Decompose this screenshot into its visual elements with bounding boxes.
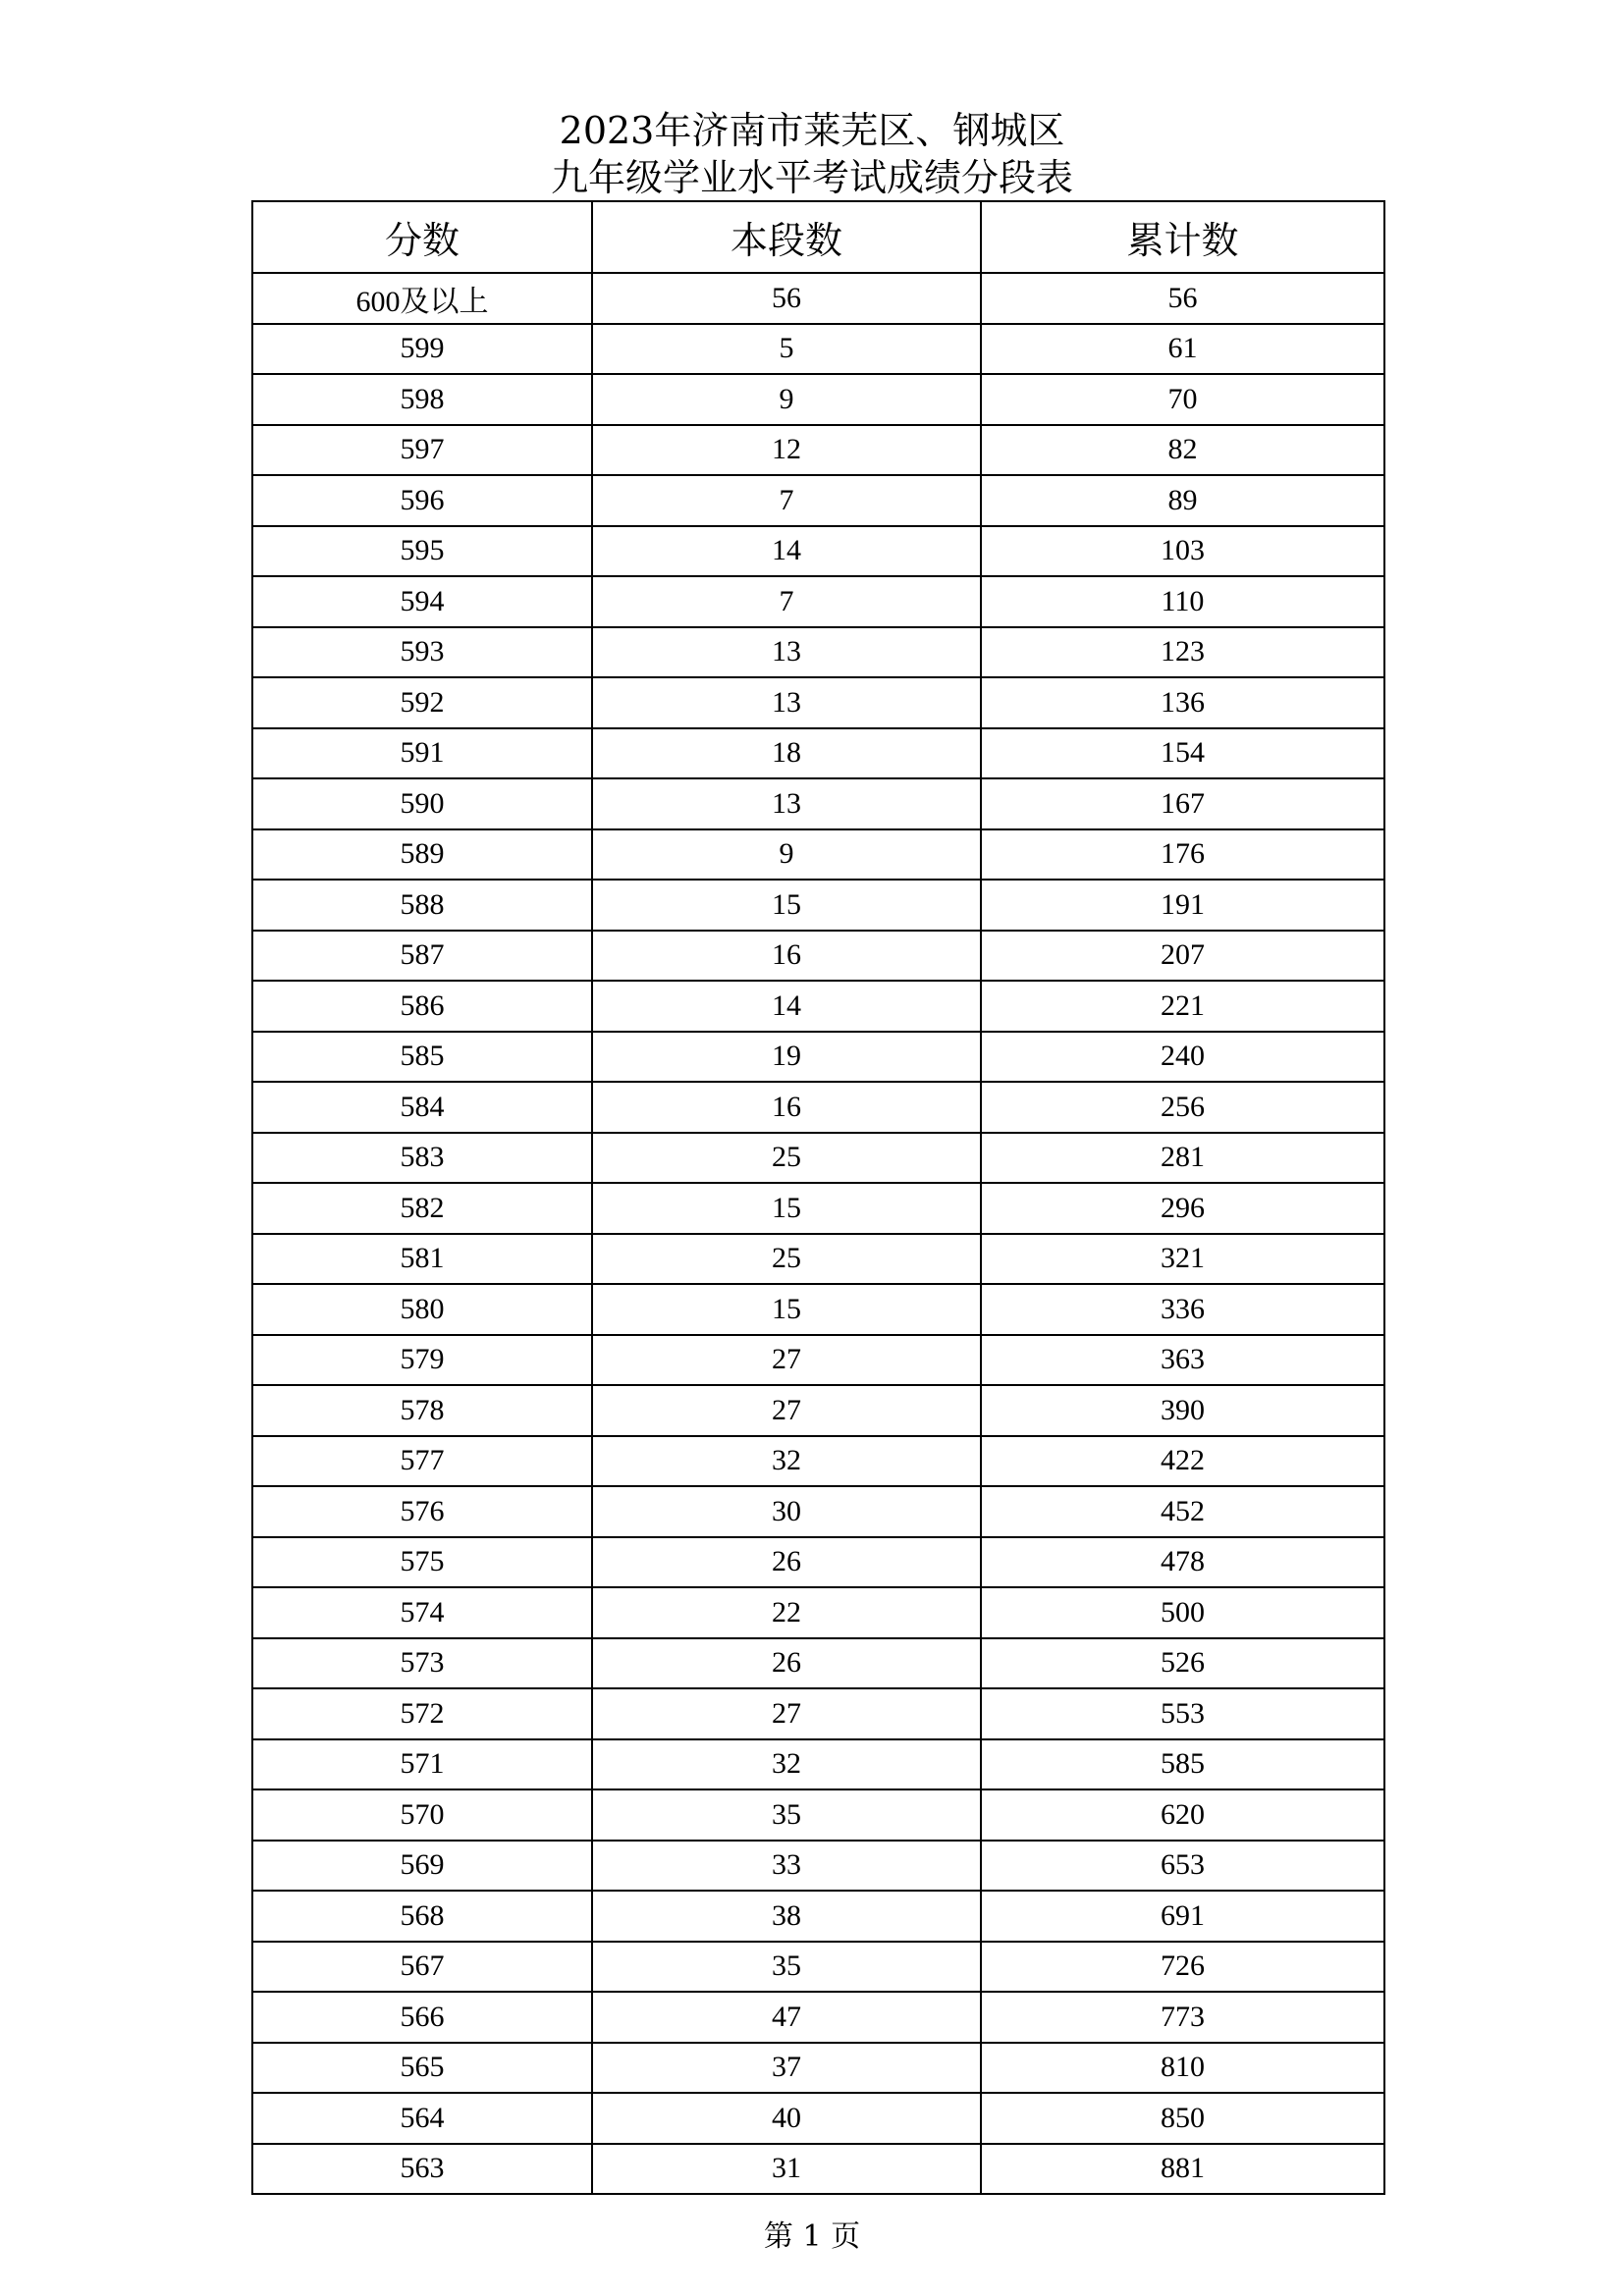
- table-row: [252, 1436, 1384, 1487]
- segment-count-cell: 5: [592, 324, 981, 375]
- segment-count-cell: 9: [592, 374, 981, 425]
- column-header-cumulative-count: 累计数: [981, 201, 1384, 273]
- segment-count-cell: 27: [592, 1385, 981, 1436]
- table-row: [252, 1234, 1384, 1285]
- segment-count-cell: 14: [592, 981, 981, 1032]
- segment-count-cell: 9: [592, 829, 981, 881]
- score-cell: 574: [252, 1587, 592, 1638]
- segment-count-cell: 40: [592, 2093, 981, 2144]
- score-cell: 575: [252, 1537, 592, 1588]
- column-header-segment-count: 本段数: [592, 201, 981, 273]
- table-row: [252, 2093, 1384, 2144]
- score-cell: 584: [252, 1082, 592, 1133]
- table-row: [252, 1688, 1384, 1739]
- segment-count-cell: 26: [592, 1537, 981, 1588]
- segment-count-cell: 27: [592, 1335, 981, 1386]
- segment-count-cell: 22: [592, 1587, 981, 1638]
- table-row: [252, 1891, 1384, 1942]
- cumulative-count-cell: 500: [981, 1587, 1384, 1638]
- segment-count-cell: 31: [592, 2144, 981, 2195]
- cumulative-count-cell: 321: [981, 1234, 1384, 1285]
- segment-count-cell: 37: [592, 2043, 981, 2094]
- table-row: [252, 324, 1384, 375]
- score-cell: 589: [252, 829, 592, 881]
- score-cell: 590: [252, 778, 592, 829]
- cumulative-count-cell: 110: [981, 576, 1384, 627]
- score-cell: 587: [252, 931, 592, 982]
- table-row: [252, 526, 1384, 577]
- cumulative-count-cell: 89: [981, 475, 1384, 526]
- score-cell: 595: [252, 526, 592, 577]
- segment-count-cell: 7: [592, 576, 981, 627]
- score-cell: 580: [252, 1284, 592, 1335]
- segment-count-cell: 7: [592, 475, 981, 526]
- cumulative-count-cell: 123: [981, 627, 1384, 678]
- table-row: [252, 627, 1384, 678]
- cumulative-count-cell: 336: [981, 1284, 1384, 1335]
- segment-count-cell: 27: [592, 1688, 981, 1739]
- table-header-row: [252, 201, 1384, 273]
- score-cell: 599: [252, 324, 592, 375]
- score-cell: 577: [252, 1436, 592, 1487]
- segment-count-cell: 56: [592, 273, 981, 324]
- segment-count-cell: 13: [592, 778, 981, 829]
- segment-count-cell: 13: [592, 677, 981, 728]
- table-row: [252, 1992, 1384, 2043]
- cumulative-count-cell: 691: [981, 1891, 1384, 1942]
- segment-count-cell: 13: [592, 627, 981, 678]
- score-cell: 568: [252, 1891, 592, 1942]
- cumulative-count-cell: 773: [981, 1992, 1384, 2043]
- table-row: [252, 2043, 1384, 2094]
- cumulative-count-cell: 422: [981, 1436, 1384, 1487]
- table-row: [252, 677, 1384, 728]
- cumulative-count-cell: 103: [981, 526, 1384, 577]
- cumulative-count-cell: 452: [981, 1486, 1384, 1537]
- score-cell: 588: [252, 880, 592, 931]
- cumulative-count-cell: 70: [981, 374, 1384, 425]
- segment-count-cell: 35: [592, 1942, 981, 1993]
- cumulative-count-cell: 526: [981, 1638, 1384, 1689]
- table-row: [252, 1133, 1384, 1184]
- table-row: [252, 880, 1384, 931]
- segment-count-cell: 38: [592, 1891, 981, 1942]
- segment-count-cell: 12: [592, 425, 981, 476]
- cumulative-count-cell: 154: [981, 728, 1384, 779]
- table-row: [252, 1335, 1384, 1386]
- segment-count-cell: 25: [592, 1234, 981, 1285]
- cumulative-count-cell: 850: [981, 2093, 1384, 2144]
- score-cell: 576: [252, 1486, 592, 1537]
- cumulative-count-cell: 553: [981, 1688, 1384, 1739]
- cumulative-count-cell: 620: [981, 1789, 1384, 1841]
- score-cell: 594: [252, 576, 592, 627]
- document-title-line-1: 2023年济南市莱芜区、钢城区: [559, 109, 1065, 152]
- cumulative-count-cell: 363: [981, 1335, 1384, 1386]
- score-cell: 596: [252, 475, 592, 526]
- score-cell: 597: [252, 425, 592, 476]
- table-row: [252, 1841, 1384, 1892]
- cumulative-count-cell: 82: [981, 425, 1384, 476]
- table-row: [252, 425, 1384, 476]
- cumulative-count-cell: 478: [981, 1537, 1384, 1588]
- table-row: [252, 1739, 1384, 1790]
- score-cell: 582: [252, 1183, 592, 1234]
- segment-count-cell: 47: [592, 1992, 981, 2043]
- cumulative-count-cell: 585: [981, 1739, 1384, 1790]
- segment-count-cell: 25: [592, 1133, 981, 1184]
- segment-count-cell: 30: [592, 1486, 981, 1537]
- segment-count-cell: 18: [592, 728, 981, 779]
- segment-count-cell: 14: [592, 526, 981, 577]
- segment-count-cell: 15: [592, 1183, 981, 1234]
- page-number: 第 1 页: [763, 2219, 861, 2254]
- segment-count-cell: 16: [592, 931, 981, 982]
- cumulative-count-cell: 136: [981, 677, 1384, 728]
- table-row: [252, 475, 1384, 526]
- score-cell: 592: [252, 677, 592, 728]
- score-cell: 583: [252, 1133, 592, 1184]
- table-row: [252, 981, 1384, 1032]
- table-row: [252, 1587, 1384, 1638]
- score-cell: 593: [252, 627, 592, 678]
- score-cell: 567: [252, 1942, 592, 1993]
- score-cell: 571: [252, 1739, 592, 1790]
- score-distribution-table: [251, 200, 1385, 2195]
- score-cell: 598: [252, 374, 592, 425]
- column-header-score: 分数: [252, 201, 592, 273]
- table-row: [252, 1082, 1384, 1133]
- score-cell: 569: [252, 1841, 592, 1892]
- cumulative-count-cell: 56: [981, 273, 1384, 324]
- cumulative-count-cell: 726: [981, 1942, 1384, 1993]
- score-cell: 565: [252, 2043, 592, 2094]
- segment-count-cell: 26: [592, 1638, 981, 1689]
- segment-count-cell: 19: [592, 1032, 981, 1083]
- score-cell: 564: [252, 2093, 592, 2144]
- cumulative-count-cell: 167: [981, 778, 1384, 829]
- table-row: [252, 829, 1384, 881]
- table-row: [252, 1486, 1384, 1537]
- table-row: [252, 1032, 1384, 1083]
- score-cell: 570: [252, 1789, 592, 1841]
- score-cell: 581: [252, 1234, 592, 1285]
- table-row: [252, 1537, 1384, 1588]
- score-cell: 573: [252, 1638, 592, 1689]
- score-cell: 586: [252, 981, 592, 1032]
- table-row: [252, 1942, 1384, 1993]
- segment-count-cell: 15: [592, 1284, 981, 1335]
- cumulative-count-cell: 61: [981, 324, 1384, 375]
- score-cell: 566: [252, 1992, 592, 2043]
- score-cell: 585: [252, 1032, 592, 1083]
- cumulative-count-cell: 653: [981, 1841, 1384, 1892]
- cumulative-count-cell: 191: [981, 880, 1384, 931]
- segment-count-cell: 16: [592, 1082, 981, 1133]
- table-row: [252, 1638, 1384, 1689]
- table-row: [252, 728, 1384, 779]
- segment-count-cell: 32: [592, 1739, 981, 1790]
- cumulative-count-cell: 176: [981, 829, 1384, 881]
- table-row: [252, 374, 1384, 425]
- table-row: [252, 1789, 1384, 1841]
- table-row: [252, 273, 1384, 324]
- score-cell: 579: [252, 1335, 592, 1386]
- table-row: [252, 1183, 1384, 1234]
- table-row: [252, 576, 1384, 627]
- cumulative-count-cell: 296: [981, 1183, 1384, 1234]
- cumulative-count-cell: 810: [981, 2043, 1384, 2094]
- score-cell: 600及以上: [252, 273, 592, 324]
- table-body: [252, 273, 1384, 2194]
- segment-count-cell: 33: [592, 1841, 981, 1892]
- cumulative-count-cell: 240: [981, 1032, 1384, 1083]
- segment-count-cell: 15: [592, 880, 981, 931]
- cumulative-count-cell: 281: [981, 1133, 1384, 1184]
- document-title-line-2: 九年级学业水平考试成绩分段表: [550, 156, 1073, 199]
- table-row: [252, 2144, 1384, 2195]
- table-row: [252, 778, 1384, 829]
- cumulative-count-cell: 256: [981, 1082, 1384, 1133]
- score-cell: 578: [252, 1385, 592, 1436]
- segment-count-cell: 32: [592, 1436, 981, 1487]
- table-row: [252, 931, 1384, 982]
- score-cell: 563: [252, 2144, 592, 2195]
- segment-count-cell: 35: [592, 1789, 981, 1841]
- cumulative-count-cell: 881: [981, 2144, 1384, 2195]
- score-cell: 591: [252, 728, 592, 779]
- cumulative-count-cell: 221: [981, 981, 1384, 1032]
- score-cell: 572: [252, 1688, 592, 1739]
- cumulative-count-cell: 207: [981, 931, 1384, 982]
- table-row: [252, 1284, 1384, 1335]
- cumulative-count-cell: 390: [981, 1385, 1384, 1436]
- table-row: [252, 1385, 1384, 1436]
